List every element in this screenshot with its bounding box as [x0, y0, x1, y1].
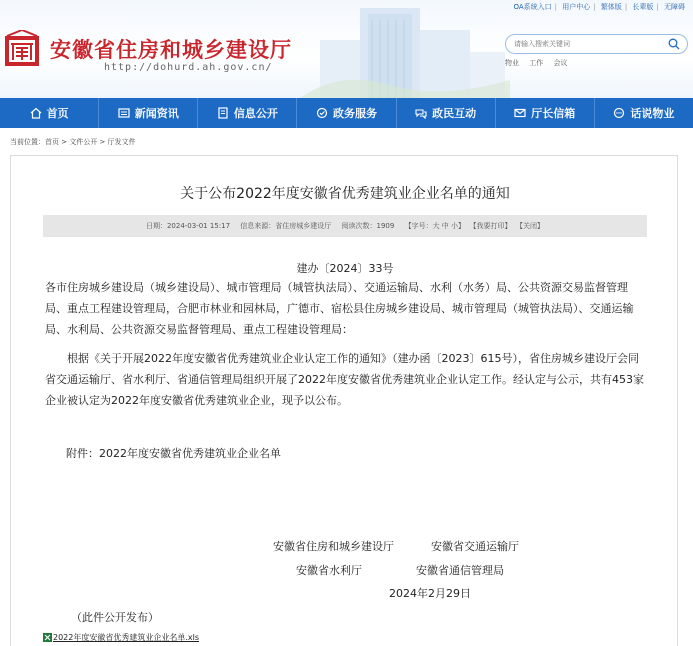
nav-info[interactable]: 信息公开 — [198, 98, 297, 128]
elder-link[interactable]: 长辈版 — [632, 3, 654, 11]
sign-date: 2024年2月29日 — [389, 587, 471, 600]
accessibility-link[interactable]: 无障碍 — [664, 3, 685, 11]
hot-word[interactable]: 会议 — [553, 59, 568, 67]
close-button[interactable]: 【关闭】 — [519, 222, 545, 230]
site-title[interactable]: 安徽省住房和城乡建设厅 — [50, 38, 292, 62]
attachment-filename[interactable]: 2022年度安徽省优秀建筑业企业名单.xls — [53, 633, 200, 642]
annex-label: 附件：2022年度安徽省优秀建筑业企业名单 — [66, 447, 281, 460]
oa-link[interactable]: OA系统入口 — [513, 3, 552, 11]
nav-news[interactable]: 新闻资讯 — [99, 98, 198, 128]
nav-service[interactable]: 政务服务 — [297, 98, 396, 128]
service-icon — [316, 107, 328, 119]
chat-icon — [613, 107, 625, 119]
print-button[interactable]: 【我要打印】 — [473, 222, 512, 230]
info-icon — [217, 107, 229, 119]
article-meta — [43, 215, 647, 237]
building-illustration — [300, 0, 510, 98]
news-icon — [118, 107, 130, 119]
signatory: 安徽省交通运输厅 — [431, 540, 519, 553]
nav-mailbox[interactable]: 厅长信箱 — [496, 98, 595, 128]
doc-number: 建办〔2024〕33号 — [296, 262, 394, 275]
search-icon[interactable] — [668, 38, 680, 50]
article-container — [10, 155, 678, 646]
interact-icon — [415, 107, 427, 119]
top-links: OA系统入口 | 用户中心 | 繁体版 | 长辈版 | 无障碍 — [513, 3, 685, 11]
meta-source: 信息来源：省住房城乡建设厅 — [240, 222, 332, 230]
attachment-link[interactable] — [43, 632, 199, 643]
hot-words — [505, 58, 575, 68]
excel-file-icon — [43, 633, 52, 642]
hot-word[interactable]: 工作 — [529, 59, 544, 67]
site-url: http://dohurd.ah.gov.cn/ — [104, 62, 273, 73]
emblem-logo[interactable] — [2, 30, 42, 70]
article-title: 关于公布2022年度安徽省优秀建筑业企业名单的通知 — [180, 186, 510, 202]
mailbox-icon — [514, 107, 526, 119]
nav-home[interactable]: 首页 — [0, 98, 99, 128]
publish-note: （此件公开发布） — [71, 611, 159, 624]
user-center-link[interactable]: 用户中心 — [562, 3, 591, 11]
site-header — [0, 0, 693, 98]
main-nav — [0, 98, 693, 128]
signatory: 安徽省住房和城乡建设厅 — [273, 540, 394, 553]
meta-date: 日期：2024-03-01 15:17 — [145, 222, 231, 230]
signatory: 安徽省通信管理局 — [416, 564, 504, 577]
nav-interact[interactable]: 政民互动 — [397, 98, 496, 128]
addressee-paragraph: 各市住房城乡建设局（城乡建设局）、城市管理局（城管执法局）、交通运输局、水利（水务）局、公共资源交易监督管理局、重点工程建设管理局，合肥市林业和园林局，广德市、宿松县住房城乡建设局、城市管理局（城管执法局）、交通运输局、水利局、公共资源交易监督管理局、重点工程建设管理局： — [45, 281, 634, 336]
search-input[interactable] — [514, 38, 664, 50]
hot-word[interactable]: 物业 — [505, 59, 519, 67]
breadcrumb[interactable]: 当前位置：首页 > 文件公开 > 厅发文件 — [10, 138, 136, 146]
signatory: 安徽省水利厅 — [296, 564, 362, 577]
font-size-control[interactable]: 【字号：大 中 小】 — [404, 222, 466, 230]
meta-views: 阅读次数：1909 — [341, 222, 395, 230]
nav-property[interactable]: 话说物业 — [595, 98, 693, 128]
body-paragraph: 根据《关于开展2022年度安徽省优秀建筑业企业认定工作的通知》（建办函〔2023〕615号），省住房城乡建设厅会同省交通运输厅、省水利厅、省通信管理局组织开展了2022年度安徽省优秀建筑业企业认定工作。经认定与公示，共有453家企业被认定为2022年度安徽省优秀建筑业企业，现予以公布。 — [45, 352, 644, 407]
traditional-link[interactable]: 繁体版 — [600, 3, 622, 11]
search-box — [505, 34, 688, 54]
home-icon — [30, 107, 42, 119]
